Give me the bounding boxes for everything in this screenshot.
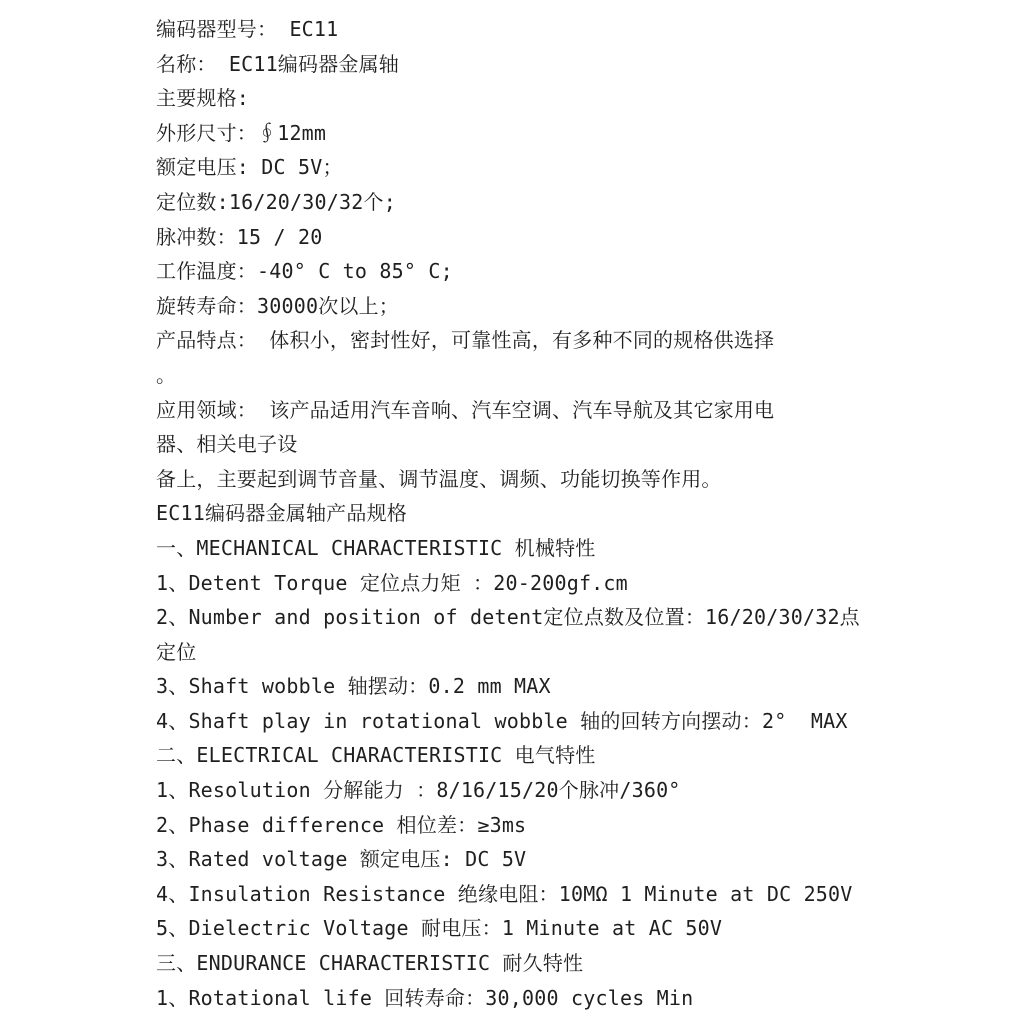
mechanical-heading: 一、MECHANICAL CHARACTERISTIC 机械特性 <box>156 535 596 560</box>
encoder-model-line: 编码器型号： EC11 <box>156 17 339 41</box>
spec-section-title: EC11编码器金属轴产品规格 <box>156 501 407 526</box>
rotational-life-line: 旋转寿命：30000次以上； <box>156 293 400 318</box>
product-features-continuation: 。 <box>156 362 177 387</box>
application-field-continuation-1: 器、相关电子设 <box>156 432 298 457</box>
rated-voltage-line: 额定电压: DC 5V； <box>156 155 343 180</box>
main-specs-heading: 主要规格: <box>156 86 250 111</box>
pulse-count-line: 脉冲数：15 / 20 <box>156 224 323 249</box>
electrical-heading: 二、ELECTRICAL CHARACTERISTIC 电气特性 <box>156 743 596 768</box>
insulation-resistance-line: 4、Insulation Resistance 绝缘电阻：10MΩ 1 Minute at DC 250V <box>156 881 853 906</box>
phase-difference-line: 2、Phase difference 相位差：≥3ms <box>156 812 527 837</box>
product-features-line: 产品特点： 体积小，密封性好，可靠性高，有多种不同的规格供选择 <box>156 328 775 353</box>
detent-position-line: 2、Number and position of detent定位点数及位置：16/20/30/32点 <box>156 605 860 630</box>
dielectric-voltage-line: 5、Dielectric Voltage 耐电压：1 Minute at AC 50V <box>156 916 723 941</box>
detent-count-line: 定位数:16/20/30/32个; <box>156 189 396 214</box>
rated-voltage-spec-line: 3、Rated voltage 额定电压: DC 5V <box>156 847 527 872</box>
endurance-heading: 三、ENDURANCE CHARACTERISTIC 耐久特性 <box>156 951 584 976</box>
shaft-wobble-line: 3、Shaft wobble 轴摆动：0.2 mm MAX <box>156 674 551 699</box>
operating-temperature-line: 工作温度：-40° C to 85° C; <box>156 259 453 284</box>
dimension-line: 外形尺寸：∮12mm <box>156 120 327 145</box>
product-name-line: 名称： EC11编码器金属轴 <box>156 51 400 76</box>
spec-text-block <box>156 12 876 1015</box>
shaft-play-line: 4、Shaft play in rotational wobble 轴的回转方向摆动：2° MAX <box>156 708 848 733</box>
detent-torque-line: 1、Detent Torque 定位点力矩 ：20-200gf.cm <box>156 570 628 595</box>
application-field-continuation-2: 备上，主要起到调节音量、调节温度、调频、功能切换等作用。 <box>156 466 722 491</box>
resolution-line: 1、Resolution 分解能力 ：8/16/15/20个脉冲/360° <box>156 778 681 803</box>
detent-position-continuation: 定位 <box>156 639 197 664</box>
rotational-life-spec-line: 1、Rotational life 回转寿命：30,000 cycles Min <box>156 985 694 1010</box>
application-field-line: 应用领域： 该产品适用汽车音响、汽车空调、汽车导航及其它家用电 <box>156 397 775 422</box>
